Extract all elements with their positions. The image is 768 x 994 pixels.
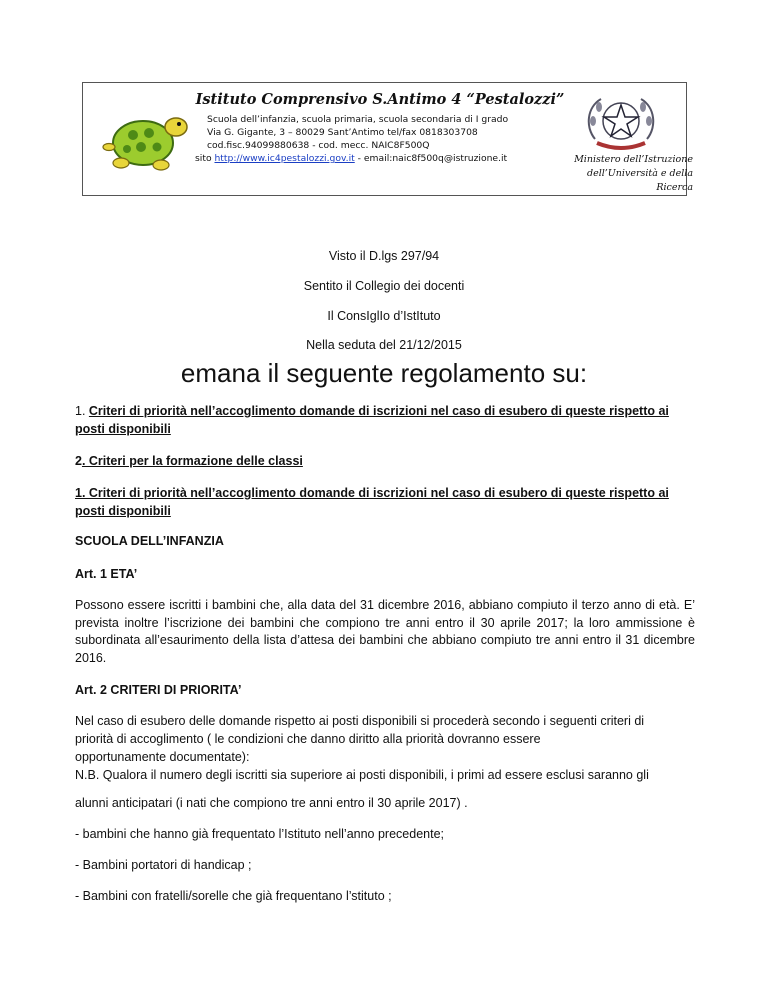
ministry-line-1: Ministero dell’Istruzione	[574, 154, 693, 165]
school-address: Via G. Gigante, 3 – 80029 Sant’Antimo tel/fax 0818303708	[207, 127, 478, 138]
art-1-text: Possono essere iscritti i bambini che, alla data del 31 dicembre 2016, abbiano compiuto il terzo anno di età. E’ prevista inoltre l’iscrizione dei bambini che compiono tre anni entro il 30 aprile 2017; la loro ammissione è subordinata all’esaurimento della lista d’attesa dei bambini che abbiano compiuto tre anni entro il 31 dicembre 2016.	[75, 598, 695, 665]
school-levels: Scuola dell’infanzia, scuola primaria, scuola secondaria di I grado	[207, 114, 509, 125]
republic-emblem-icon	[581, 91, 661, 161]
preamble-line-4: Nella seduta del 21/12/2015	[306, 338, 462, 352]
school-heading: SCUOLA DELL’INFANZIA	[75, 534, 224, 548]
ministry-line-2: dell’Università e della Ricerca	[587, 168, 693, 193]
toc-item-2	[75, 453, 695, 471]
school-name: Istituto Comprensivo S.Antimo 4 “Pestalozzi”	[195, 91, 565, 108]
site-prefix: sito	[195, 153, 215, 164]
school-codes: cod.fisc.94099880638 - cod. mecc. NAIC8F500Q	[207, 140, 430, 151]
list-item: - Bambini portatori di handicap ;	[75, 858, 252, 872]
art-2-line-1: Nel caso di esubero delle domande rispetto ai posti disponibili si procederà secondo i seguenti criteri di	[75, 714, 645, 728]
preamble-line-3: Il ConsIglIo d’IstItuto	[327, 309, 441, 323]
toc-item-2-text: . Criteri per la formazione delle classi	[81, 454, 303, 468]
preamble-line-1: Visto il D.lgs 297/94	[328, 249, 440, 263]
toc-item-1-number: 1.	[75, 404, 89, 418]
art-2-title: Art. 2 CRITERI DI PRIORITA’	[75, 683, 242, 697]
art-2-line-2: priorità di accoglimento ( le condizioni che danno diritto alla priorità dovranno essere	[75, 732, 541, 746]
website-link[interactable]: http://www.ic4pestalozzi.gov.it	[214, 153, 355, 164]
school-contacts	[195, 152, 565, 165]
art-2-line-3: opportunamente documentate):	[75, 750, 250, 764]
email-text: - email:naic8f500q@istruzione.it	[354, 153, 508, 164]
letterhead	[82, 82, 693, 196]
art-2-note: N.B. Qualora il numero degli iscritti sia superiore ai posti disponibili, i primi ad essere esclusi saranno gli	[75, 768, 649, 782]
list-item: - bambini che hanno già frequentato l’Istituto nell’anno precedente;	[75, 827, 445, 841]
art-1-title: Art. 1 ETA’	[75, 567, 138, 581]
toc-item-1	[75, 403, 695, 438]
toc-item-1-text: Criteri di priorità nell’accoglimento domande di iscrizioni nel caso di esubero di queste rispetto ai posti disponibili	[75, 404, 669, 436]
list-item: - Bambini con fratelli/sorelle che già frequentano l’stituto ;	[75, 889, 392, 903]
turtle-logo-icon	[93, 97, 189, 183]
page-title: emana il seguente regolamento su:	[180, 358, 588, 388]
art-2-note-cont: alunni anticipatari (i nati che compiono tre anni entro il 30 aprile 2017) .	[75, 796, 468, 810]
ministry-name	[553, 153, 693, 195]
preamble-line-2: Sentito il Collegio dei docenti	[303, 279, 465, 293]
section-1-title: 1. Criteri di priorità nell’accoglimento domande di iscrizioni nel caso di esubero di queste rispetto ai posti disponibili	[75, 486, 669, 518]
toc-item-2-number: 2	[75, 454, 82, 468]
